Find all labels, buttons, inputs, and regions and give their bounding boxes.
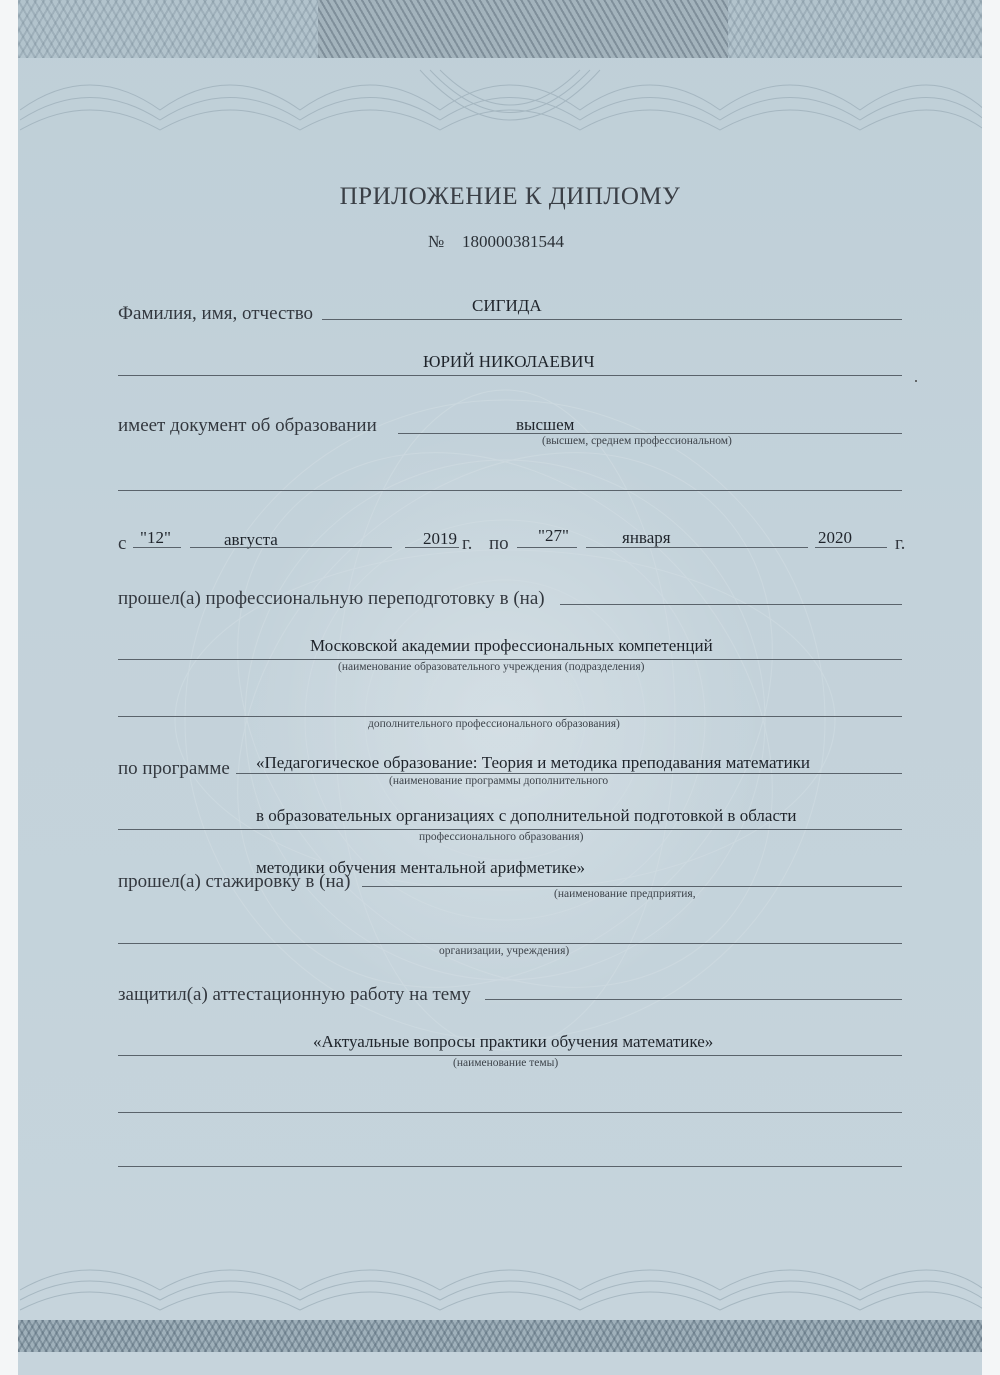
education-line [398, 433, 902, 434]
year-suffix-1: г. [462, 533, 473, 554]
program-line-1: «Педагогическое образование: Теория и методика преподавания математики [256, 753, 811, 772]
retraining-institution: Московской академии профессиональных компетенций [310, 636, 713, 655]
education-extra-line [118, 490, 902, 491]
thesis-label: защитил(а) аттестационную работу на тему [118, 984, 471, 1005]
name-line [118, 375, 902, 376]
thesis-topic: «Актуальные вопросы практики обучения математике» [313, 1032, 714, 1051]
retraining-line [560, 604, 902, 605]
institution-hint-2: дополнительного профессионального образования) [368, 718, 620, 730]
retraining-label: прошел(а) профессиональную переподготовку в (на) [118, 588, 545, 609]
education-hint: (высшем, среднем профессиональном) [542, 435, 732, 447]
internship-hint-2: организации, учреждения) [439, 945, 570, 957]
period-from-day: "12" [140, 528, 171, 547]
to-month-line [586, 547, 808, 548]
from-month-line [190, 547, 392, 548]
thesis-extra-line-1 [118, 1112, 902, 1113]
program-hint-2: профессионального образования) [419, 831, 584, 843]
period-from-year: 2019 [423, 529, 457, 548]
document-number: 180000381544 [462, 232, 564, 251]
number-sign: № [428, 232, 445, 251]
institution-extra-line [118, 716, 902, 717]
bottom-guilloche-band [18, 1320, 982, 1352]
from-year-line [405, 547, 459, 548]
surname-line [322, 319, 902, 320]
program-line-2: в образовательных организациях с дополнительной подготовкой в области [256, 806, 797, 825]
period-to-prefix: по [489, 533, 509, 554]
institution-hint: (наименование образовательного учреждения (подразделения) [338, 661, 645, 673]
internship-line [362, 886, 902, 887]
internship-extra-line [118, 943, 902, 944]
program-hint-1: (наименование программы дополнительного [389, 775, 609, 787]
internship-label: прошел(а) стажировку в (на) [118, 871, 351, 892]
thesis-extra-line-2 [118, 1166, 902, 1167]
thesis-topic-line [118, 1055, 902, 1056]
name-patronymic-value: ЮРИЙ НИКОЛАЕВИЧ [423, 352, 595, 371]
thesis-line [485, 999, 902, 1000]
program-line-1-rule [236, 773, 902, 774]
institution-line [118, 659, 902, 660]
internship-hint-1: (наименование предприятия, [554, 888, 696, 900]
education-label: имеет документ об образовании [118, 415, 377, 436]
year-suffix-2: г. [895, 533, 906, 554]
to-year-line [815, 547, 887, 548]
full-name-label: Фамилия, имя, отчество [118, 303, 314, 324]
period-from-prefix: с [118, 533, 127, 554]
period-from-month: августа [224, 530, 278, 549]
thesis-hint: (наименование темы) [453, 1057, 559, 1069]
to-day-line [517, 547, 577, 548]
surname-value: СИГИДА [472, 296, 542, 315]
period-to-day: "27" [538, 526, 569, 545]
from-day-line [133, 547, 181, 548]
program-label: по программе [118, 758, 230, 779]
education-value: высшем [516, 415, 575, 434]
ink-dot [915, 380, 917, 382]
program-line-3: методики обучения ментальной арифметике» [256, 858, 586, 877]
period-to-year: 2020 [818, 528, 852, 547]
document-title: ПРИЛОЖЕНИЕ К ДИПЛОМУ [339, 183, 681, 210]
period-to-month: января [622, 528, 671, 547]
program-line-2-rule [118, 829, 902, 830]
